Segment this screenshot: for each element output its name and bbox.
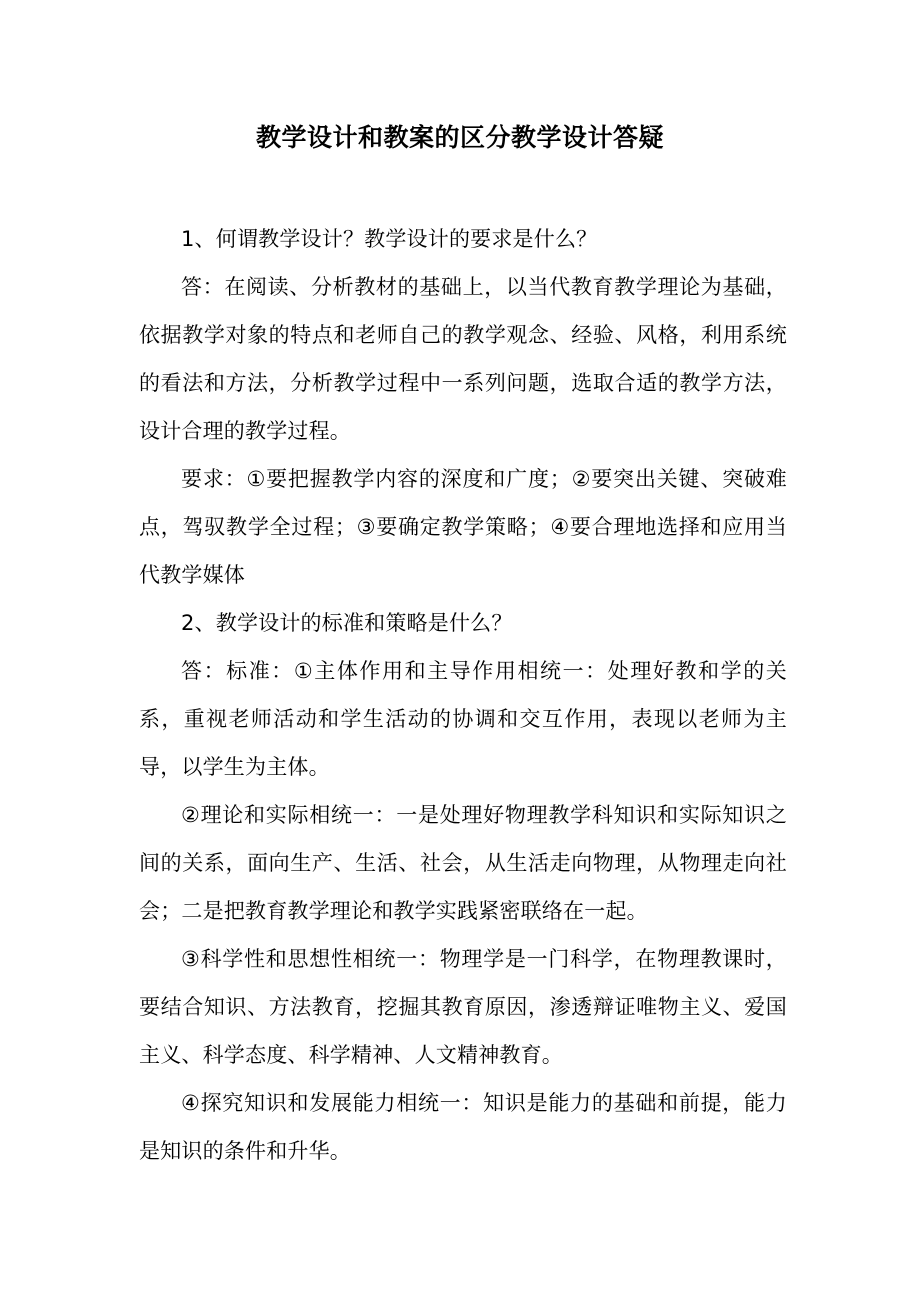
question-2: 2、教学设计的标准和策略是什么？ xyxy=(181,611,513,635)
standard-4-paragraph: ④探究知识和发展能力相统一：知识是能力的基础和前提，能力是知识的条件和升华。 xyxy=(139,1091,787,1163)
document-title: 教学设计和教案的区分教学设计答疑 xyxy=(255,123,664,152)
standard-3-paragraph: ③科学性和思想性相统一：物理学是一门科学，在物理教课时，要结合知识、方法教育，挖掘其教育原因，渗透辩证唯物主义、爱国主义、科学态度、科学精神、人文精神教育。 xyxy=(139,947,787,1067)
answer-1: 答：在阅读、分析教材的基础上，以当代教育教学理论为基础，依据教学对象的特点和老师自己的教学观念、经验、风格，利用系统的看法和方法，分析教学过程中一系列问题，选取合适的教学方法，设计合理的教学过程。 xyxy=(139,275,787,443)
question-1: 1、何谓教学设计？教学设计的要求是什么？ xyxy=(181,227,598,251)
document-body xyxy=(139,215,787,1175)
standard-2-paragraph: ②理论和实际相统一：一是处理好物理教学科知识和实际知识之间的关系，面向生产、生活、社会，从生活走向物理，从物理走向社会；二是把教育教学理论和教学实践紧密联络在一起。 xyxy=(139,803,787,923)
answer-2-standard-1: 答：标准：①主体作用和主导作用相统一：处理好教和学的关系，重视老师活动和学生活动的协调和交互作用，表现以老师为主导，以学生为主体。 xyxy=(139,659,787,779)
requirements-paragraph: 要求：①要把握教学内容的深度和广度；②要突出关键、突破难点，驾驭教学全过程；③要确定教学策略；④要合理地选择和应用当代教学媒体 xyxy=(139,467,787,587)
